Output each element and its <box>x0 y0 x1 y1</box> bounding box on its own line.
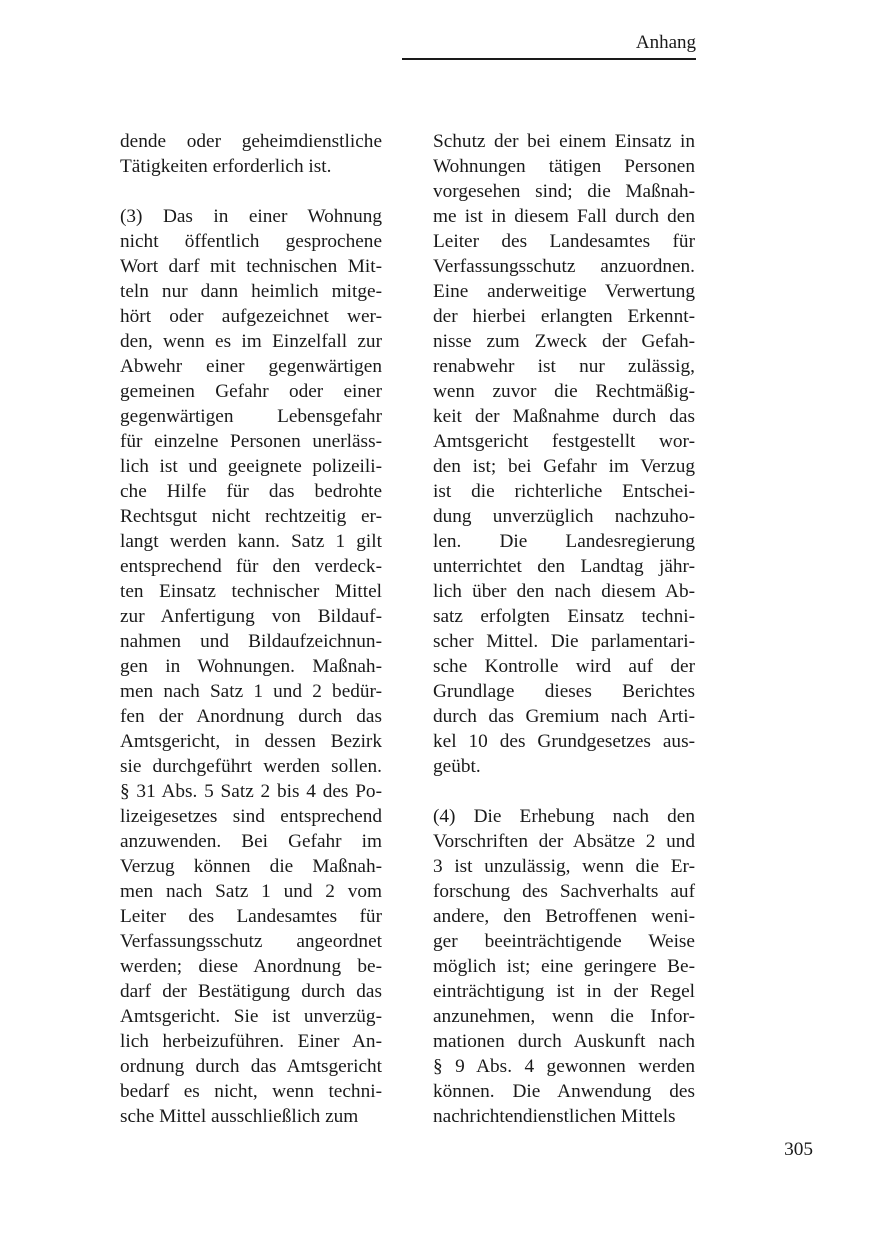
right-column <box>433 129 695 1129</box>
text-line: me ist in diesem Fall durch den <box>433 206 695 227</box>
text-line: geübt. <box>433 756 481 777</box>
text-line: ger beeinträchtigende Weise <box>433 931 695 952</box>
text-line: keit der Maßnahme durch das <box>433 406 695 427</box>
text-line: lizeigesetzes sind entsprechend <box>120 806 382 827</box>
text-line: men nach Satz 1 und 2 vom <box>120 881 382 902</box>
text-line: entsprechend für den verdeck- <box>120 556 382 577</box>
text-line: ordnung durch das Amtsgericht <box>120 1056 382 1077</box>
text-line: Verzug können die Maßnah- <box>120 856 382 877</box>
text-line: andere, den Betroffenen weni- <box>433 906 695 927</box>
text-line: Leiter des Landesamtes für <box>433 231 695 252</box>
text-line: den, wenn es im Einzelfall zur <box>120 331 382 352</box>
text-line: Schutz der bei einem Einsatz in <box>433 131 695 152</box>
text-line: Amtsgericht festgestellt wor- <box>433 431 695 452</box>
text-line: forschung des Sachverhalts auf <box>433 881 695 902</box>
text-line: Wohnungen tätigen Personen <box>433 156 695 177</box>
text-line: gegenwärtigen Lebensgefahr <box>120 406 382 427</box>
text-line: Eine anderweitige Verwertung <box>433 281 695 302</box>
left-column-paragraph <box>120 129 382 179</box>
text-line: dung unverzüglich nachzuho- <box>433 506 695 527</box>
text-line: § 31 Abs. 5 Satz 2 bis 4 des Po- <box>120 781 382 802</box>
text-line: durch das Gremium nach Arti- <box>433 706 695 727</box>
paragraph-gap <box>120 179 382 204</box>
text-line: Vorschriften der Absätze 2 und <box>433 831 695 852</box>
text-line: vorgesehen sind; die Maßnah- <box>433 181 695 202</box>
text-line: Verfassungsschutz anzuordnen. <box>433 256 695 277</box>
text-line: für einzelne Personen unerläss- <box>120 431 382 452</box>
text-line: che Hilfe für das bedrohte <box>120 481 382 502</box>
left-column-paragraph <box>120 204 382 1129</box>
paragraph-gap <box>433 779 695 804</box>
text-line: men nach Satz 1 und 2 bedür- <box>120 681 382 702</box>
text-line: (3) Das in einer Wohnung <box>120 206 382 227</box>
text-line: sie durchgeführt werden sollen. <box>120 756 382 777</box>
running-head-title: Anhang <box>635 32 696 53</box>
running-head <box>402 30 696 60</box>
text-line: satz erfolgten Einsatz techni- <box>433 606 695 627</box>
text-line: scher Mittel. Die parlamentari- <box>433 631 695 652</box>
page-number: 305 <box>784 1139 813 1160</box>
text-line: nahmen und Bildaufzeichnun- <box>120 631 382 652</box>
right-column-paragraph <box>433 804 695 1129</box>
text-line: können. Die Anwendung des <box>433 1081 695 1102</box>
text-line: werden; diese Anordnung be- <box>120 956 382 977</box>
text-line: Rechtsgut nicht rechtzeitig er- <box>120 506 382 527</box>
text-line: sche Kontrolle wird auf der <box>433 656 695 677</box>
text-line: der hierbei erlangten Erkennt- <box>433 306 695 327</box>
text-line: möglich ist; eine geringere Be- <box>433 956 695 977</box>
text-line: lich herbeizuführen. Einer An- <box>120 1031 382 1052</box>
text-line: Abwehr einer gegenwärtigen <box>120 356 382 377</box>
text-line: unterrichtet den Landtag jähr- <box>433 556 695 577</box>
text-line: langt werden kann. Satz 1 gilt <box>120 531 382 552</box>
text-line: nisse zum Zweck der Gefah- <box>433 331 695 352</box>
text-line: ist die richterliche Entschei- <box>433 481 695 502</box>
text-line: wenn zuvor die Rechtmäßig- <box>433 381 695 402</box>
text-line: teln nur dann heimlich mitge- <box>120 281 382 302</box>
text-line: 3 ist unzulässig, wenn die Er- <box>433 856 695 877</box>
text-line: gemeinen Gefahr oder einer <box>120 381 382 402</box>
text-line: Amtsgericht. Sie ist unverzüg- <box>120 1006 382 1027</box>
right-column-paragraph <box>433 129 695 779</box>
text-line: nachrichtendienstlichen Mittels <box>433 1106 676 1127</box>
text-line: Verfassungsschutz angeordnet <box>120 931 382 952</box>
text-line: darf der Bestätigung durch das <box>120 981 382 1002</box>
text-line: Tätigkeiten erforderlich ist. <box>120 156 332 177</box>
text-line: Wort darf mit technischen Mit- <box>120 256 382 277</box>
text-line: len. Die Landesregierung <box>433 531 695 552</box>
text-line: einträchtigung ist in der Regel <box>433 981 695 1002</box>
text-line: sche Mittel ausschließlich zum <box>120 1106 359 1127</box>
text-line: fen der Anordnung durch das <box>120 706 382 727</box>
text-line: § 9 Abs. 4 gewonnen werden <box>433 1056 695 1077</box>
text-line: zur Anfertigung von Bildauf- <box>120 606 382 627</box>
text-line: den ist; bei Gefahr im Verzug <box>433 456 695 477</box>
text-line: renabwehr ist nur zulässig, <box>433 356 695 377</box>
text-line: bedarf es nicht, wenn techni- <box>120 1081 382 1102</box>
text-line: nicht öffentlich gesprochene <box>120 231 382 252</box>
text-line: (4) Die Erhebung nach den <box>433 806 695 827</box>
text-line: Leiter des Landesamtes für <box>120 906 382 927</box>
text-line: lich ist und geeignete polizeili- <box>120 456 382 477</box>
left-column <box>120 129 382 1129</box>
text-line: Amtsgericht, in dessen Bezirk <box>120 731 382 752</box>
text-line: anzuwenden. Bei Gefahr im <box>120 831 382 852</box>
text-line: mationen durch Auskunft nach <box>433 1031 695 1052</box>
text-line: Grundlage dieses Berichtes <box>433 681 695 702</box>
text-line: dende oder geheimdienstliche <box>120 131 382 152</box>
text-line: ten Einsatz technischer Mittel <box>120 581 382 602</box>
text-line: anzunehmen, wenn die Infor- <box>433 1006 695 1027</box>
text-line: lich über den nach diesem Ab- <box>433 581 695 602</box>
text-line: gen in Wohnungen. Maßnah- <box>120 656 382 677</box>
text-line: kel 10 des Grundgesetzes aus- <box>433 731 695 752</box>
text-line: hört oder aufgezeichnet wer- <box>120 306 382 327</box>
